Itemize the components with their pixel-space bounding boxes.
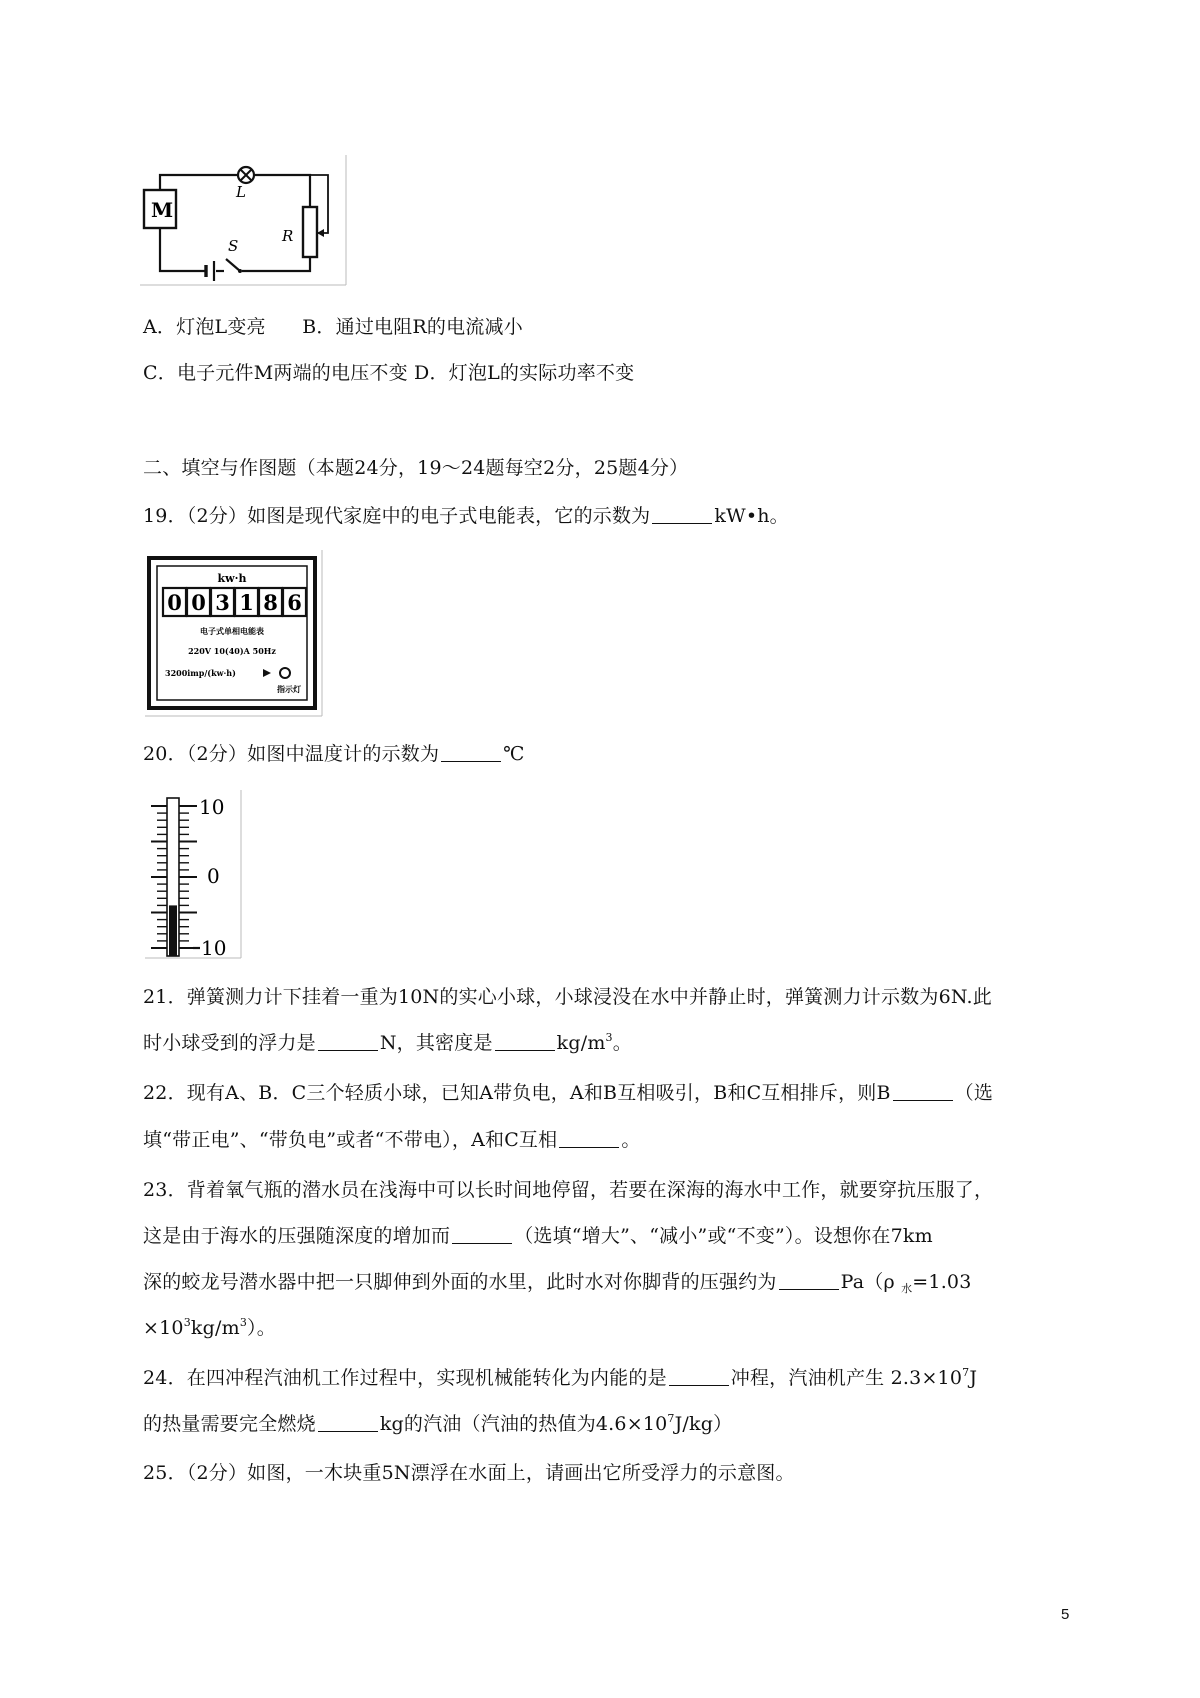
answer-blank[interactable] [779,1271,839,1290]
label-l: L [236,183,246,201]
option-d: D．灯泡L的实际功率不变 [414,362,635,384]
answer-blank[interactable] [318,1413,378,1432]
section-heading: 二、填空与作图题（本题24分，19～24题每空2分，25题4分） [143,457,689,479]
options-line-cd [143,359,634,387]
meter-digit: 6 [287,590,302,615]
resistor-r [303,207,317,257]
question-23-line-3: 深的蛟龙号潜水器中把一只脚伸到外面的水里，此时水对你脚背的压强约为 Pa（ρ $_水$=1.03 [143,1271,972,1295]
play-icon [263,669,271,677]
meter-digit: 0 [191,590,206,615]
question-22-line-2: 填“带正电”、“带负电”或者“不带电），A和C互相 。 [143,1129,641,1151]
mercury-column [169,905,177,956]
answer-blank[interactable] [669,1367,729,1386]
meter-name: 电子式单相电能表 [200,626,264,636]
indicator-light-icon [280,668,290,678]
meter-spec2: 3200imp/(kw·h) [165,668,236,678]
meter-digit: 0 [167,590,182,615]
meter-digit-row [163,588,306,616]
question-19: 19．（2分）如图是现代家庭中的电子式电能表，它的示数为 kW•h。 [143,505,789,527]
question-23-line-4: $\times 10^3kg/m^3$）。 [143,1316,276,1339]
option-b: B．通过电阻R的电流减小 [302,316,523,338]
answer-blank[interactable] [441,743,501,762]
label-m: M [151,198,174,222]
label-r: R [282,227,294,245]
question-23-line-2: 这是由于海水的压强随深度的增加而 （选填“增大”、“减小”或“不变”）。设想你在7km [143,1225,933,1247]
answer-blank[interactable] [318,1032,378,1051]
question-24-line-1: 24．在四冲程汽油机工作过程中，实现机械能转化为内能的是 冲程，汽油机产生 $2.3\times 10^7J$ [143,1366,978,1389]
thermometer-figure [145,790,245,960]
answer-blank[interactable] [495,1032,555,1051]
meter-indicator-label: 指示灯 [277,684,301,694]
answer-blank[interactable] [652,505,712,524]
meter-digit: 1 [239,590,254,615]
question-20: 20．（2分）如图中温度计的示数为 ℃ [143,743,525,765]
option-c: C．电子元件M两端的电压不变 [143,362,408,384]
label-s: S [228,237,239,255]
options-line-ab [143,313,523,341]
scale-label-0: 0 [207,864,220,888]
meter-spec1: 220V 10(40)A 50Hz [188,646,276,656]
meter-digit: 8 [263,590,278,615]
question-21-line-1: 21．弹簧测力计下挂着一重为10N的实心小球，小球浸没在水中并静止时，弹簧测力计示数为6N.此 [143,986,992,1008]
meter-unit: kw·h [217,572,247,585]
question-23-line-1: 23．背着氧气瓶的潜水员在浅海中可以长时间地停留，若要在深海的海水中工作，就要穿抗压服了， [143,1179,994,1201]
switch-s [226,259,240,271]
answer-blank[interactable] [452,1225,512,1244]
page-number: 5 [1061,1606,1070,1623]
answer-blank[interactable] [559,1129,619,1148]
meter-digit: 3 [215,590,230,615]
energy-meter-figure [145,550,325,718]
question-25: 25．（2分）如图，一木块重5N漂浮在水面上，请画出它所受浮力的示意图。 [143,1462,795,1484]
scale-label-minus-10: 10 [201,936,227,960]
answer-blank[interactable] [893,1082,953,1101]
option-a: A．灯泡L变亮 [143,316,266,338]
circuit-diagram [140,155,348,287]
question-22-line-1: 22．现有A、B．C三个轻质小球，已知A带负电，A和B互相吸引，B和C互相排斥，则B （选 [143,1082,994,1104]
question-24-line-2: 的热量需要完全燃烧 kg的汽油（汽油的热值为$4.6\times 10^7J/kg$） [143,1412,733,1435]
scale-label-10: 10 [199,795,225,819]
question-21-line-2: 时小球受到的浮力是 N，其密度是 $kg/m^3$。 [143,1031,632,1054]
